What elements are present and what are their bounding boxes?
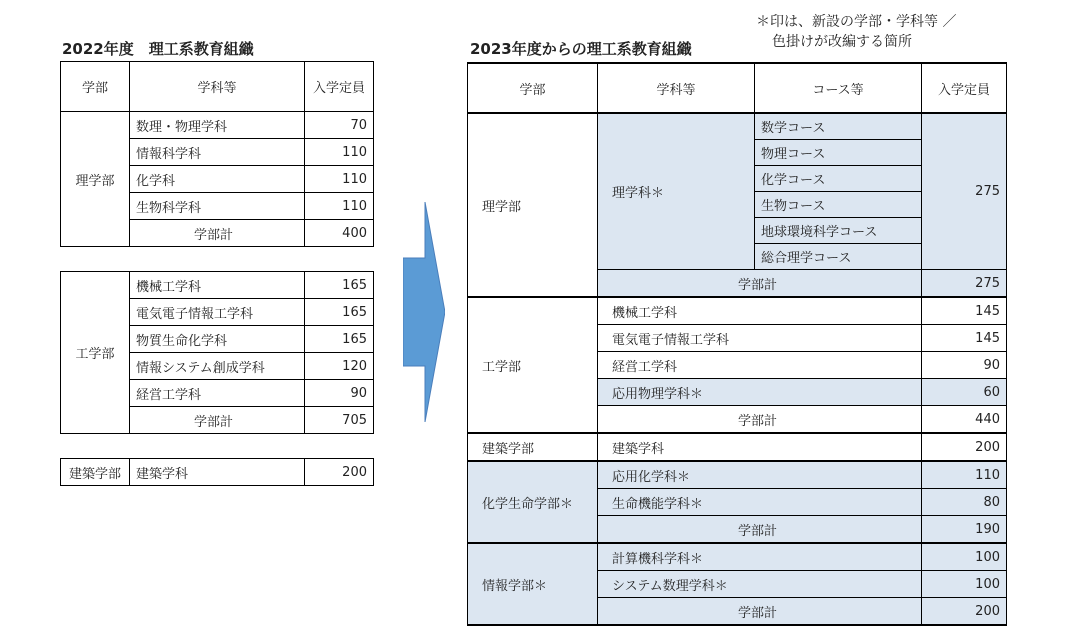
course-name: 生物コース <box>755 192 922 218</box>
dept-name: 情報科学科 <box>130 139 305 166</box>
dept-name: 生物科学科 <box>130 193 305 220</box>
dept-name: 計算機科学科＊ <box>598 543 922 571</box>
subtotal-label: 学部計 <box>598 270 922 298</box>
dept-capacity: 110 <box>922 461 1007 489</box>
dept-capacity: 100 <box>922 571 1007 598</box>
subtotal-value: 440 <box>922 406 1007 434</box>
header-faculty: 学部 <box>61 62 130 112</box>
dept-name: 機械工学科 <box>130 272 305 299</box>
dept-capacity: 145 <box>922 297 1007 325</box>
header-faculty: 学部 <box>468 63 598 113</box>
dept-name: システム数理学科＊ <box>598 571 922 598</box>
course-name: 化学コース <box>755 166 922 192</box>
header-capacity: 入学定員 <box>922 63 1007 113</box>
dept-capacity: 165 <box>305 299 374 326</box>
right-structure-table <box>467 62 1007 626</box>
dept-capacity: 145 <box>922 325 1007 352</box>
course-name: 総合理学コース <box>755 244 922 270</box>
dept-capacity: 120 <box>305 353 374 380</box>
dept-capacity: 200 <box>305 459 374 486</box>
dept-name: 建築学科 <box>130 459 305 486</box>
dept-capacity: 90 <box>922 352 1007 379</box>
subtotal-value: 190 <box>922 516 1007 544</box>
faculty-informatics: 情報学部＊ <box>468 543 598 625</box>
left-title: 2022年度 理工系教育組織 <box>62 40 254 58</box>
dept-capacity: 200 <box>922 433 1007 461</box>
dept-name: 建築学科 <box>598 433 922 461</box>
subtotal-label: 学部計 <box>130 220 305 247</box>
left-header-table <box>60 61 374 112</box>
dept-name: 応用物理学科＊ <box>598 379 922 406</box>
faculty-architecture: 建築学部 <box>61 459 130 486</box>
faculty-chem-life: 化学生命学部＊ <box>468 461 598 543</box>
left-science-table <box>60 111 374 247</box>
dept-capacity: 110 <box>305 193 374 220</box>
dept-capacity: 90 <box>305 380 374 407</box>
subtotal-value: 705 <box>305 407 374 434</box>
header-capacity: 入学定員 <box>305 62 374 112</box>
left-architecture-table <box>60 458 374 486</box>
note-line-1: ＊印は、新設の学部・学科等 ／ <box>756 14 957 30</box>
faculty-science: 理学部 <box>61 112 130 247</box>
left-engineering-table <box>60 271 374 434</box>
subtotal-value: 200 <box>922 598 1007 626</box>
dept-name: 電気電子情報工学科 <box>130 299 305 326</box>
dept-name: 電気電子情報工学科 <box>598 325 922 352</box>
dept-name: 経営工学科 <box>598 352 922 379</box>
course-name: 数学コース <box>755 113 922 140</box>
subtotal-label: 学部計 <box>130 407 305 434</box>
dept-science: 理学科＊ <box>598 113 755 270</box>
dept-name: 数理・物理学科 <box>130 112 305 139</box>
faculty-engineering: 工学部 <box>61 272 130 434</box>
note-line-2: 色掛けが改編する箇所 <box>772 34 912 50</box>
dept-capacity: 70 <box>305 112 374 139</box>
header-course: コース等 <box>755 63 922 113</box>
subtotal-value: 400 <box>305 220 374 247</box>
dept-capacity: 60 <box>922 379 1007 406</box>
dept-name: 化学科 <box>130 166 305 193</box>
dept-capacity: 110 <box>305 166 374 193</box>
dept-capacity: 165 <box>305 272 374 299</box>
course-name: 地球環境科学コース <box>755 218 922 244</box>
subtotal-label: 学部計 <box>598 598 922 626</box>
subtotal-value: 275 <box>922 270 1007 298</box>
dept-capacity: 80 <box>922 489 1007 516</box>
dept-name: 物質生命化学科 <box>130 326 305 353</box>
subtotal-label: 学部計 <box>598 406 922 434</box>
dept-capacity: 165 <box>305 326 374 353</box>
faculty-engineering: 工学部 <box>468 297 598 433</box>
note <box>756 12 956 52</box>
right-title: 2023年度からの理工系教育組織 <box>470 40 692 58</box>
dept-capacity: 100 <box>922 543 1007 571</box>
dept-capacity: 110 <box>305 139 374 166</box>
dept-name: 機械工学科 <box>598 297 922 325</box>
dept-name: 経営工学科 <box>130 380 305 407</box>
dept-name: 応用化学科＊ <box>598 461 922 489</box>
right-arrow-icon <box>403 202 445 422</box>
course-name: 物理コース <box>755 140 922 166</box>
subtotal-label: 学部計 <box>598 516 922 544</box>
faculty-architecture: 建築学部 <box>468 433 598 461</box>
dept-name: 情報システム創成学科 <box>130 353 305 380</box>
dept-name: 生命機能学科＊ <box>598 489 922 516</box>
header-dept: 学科等 <box>130 62 305 112</box>
faculty-science: 理学部 <box>468 113 598 297</box>
dept-capacity: 275 <box>922 113 1007 270</box>
header-dept: 学科等 <box>598 63 755 113</box>
